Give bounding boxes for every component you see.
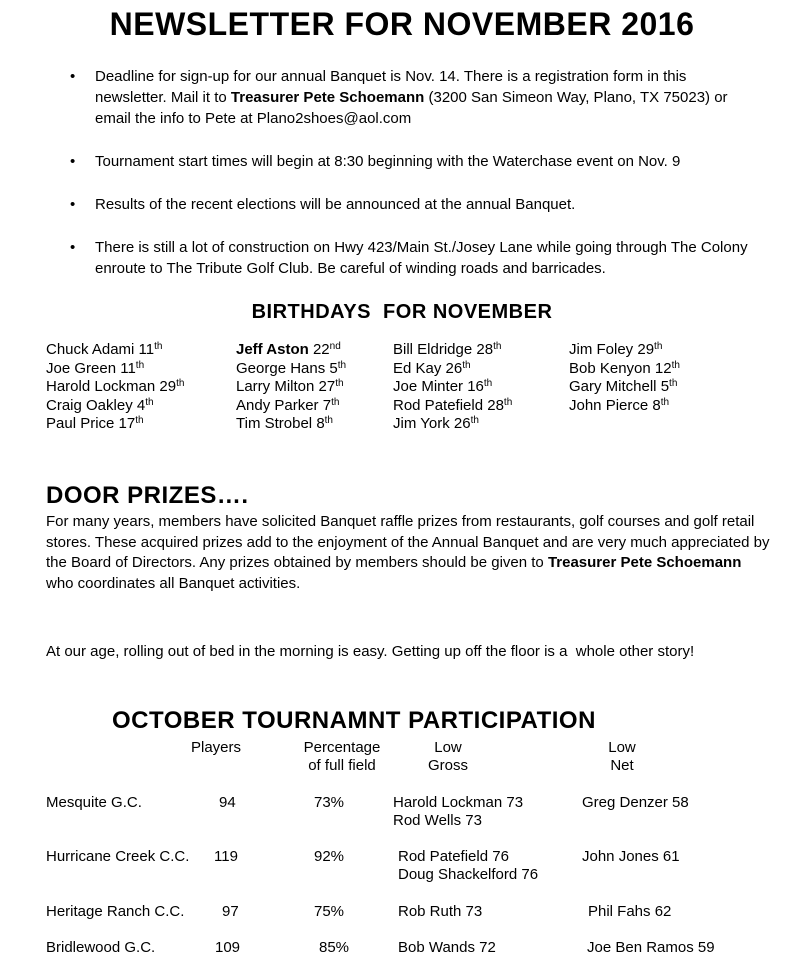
table-cell-course: Hurricane Creek C.C.: [46, 848, 190, 865]
birthday-entry: Paul Price 17th: [46, 415, 144, 432]
humor-line: At our age, rolling out of bed in the morning is easy. Getting up off the floor is a whole other story!: [46, 643, 695, 660]
table-cell-players: 109: [215, 939, 241, 956]
bullet-icon: •: [70, 239, 76, 256]
table-cell-course: Bridlewood G.C.: [46, 939, 156, 956]
birthday-entry: Joe Minter 16th: [393, 378, 493, 395]
table-cell-percentage: 73%: [314, 794, 345, 811]
table-cell-players: 97: [222, 903, 239, 920]
birthday-entry: Craig Oakley 4th: [46, 396, 154, 414]
table-cell-low-gross: Bob Wands 72: [398, 939, 496, 956]
birthday-entry: Jeff Aston 22nd: [236, 341, 341, 358]
birthday-entry: Tim Strobel 8th: [236, 415, 333, 432]
birthday-entry: Jim Foley 29th: [569, 341, 663, 358]
birthday-column-4: [569, 341, 680, 415]
col-header-low-net: Low Net: [608, 739, 636, 774]
bullet-item-election-results: [70, 194, 755, 215]
birthday-entry: Rod Patefield 28th: [393, 396, 513, 414]
bullet-icon: •: [70, 68, 76, 85]
birthday-entry: Bill Eldridge 28th: [393, 341, 502, 358]
october-participation-heading: OCTOBER TOURNAMNT PARTICIPATION: [112, 707, 596, 734]
col-header-percentage: Percentage of full field: [303, 739, 381, 774]
table-cell-low-net: Phil Fahs 62: [588, 903, 672, 920]
birthday-column-3: [393, 341, 512, 434]
bullet-text: (3200 San Simeon Way, Plano, TX 75023) or email the info to Pete at Plano2shoes@aol.com: [95, 89, 728, 127]
bullet-item-start-times: [70, 151, 755, 172]
birthday-column-1: [46, 341, 184, 434]
birthday-entry: John Pierce 8th: [569, 396, 670, 414]
table-cell-percentage: 85%: [319, 939, 350, 956]
birthday-entry: Bob Kenyon 12th: [569, 359, 680, 377]
newsletter-title: NEWSLETTER FOR NOVEMBER 2016: [109, 6, 695, 42]
col-header-low-gross: Low Gross: [427, 739, 468, 774]
birthday-entry: Larry Milton 27th: [236, 378, 344, 395]
table-cell-players: 94: [219, 794, 236, 811]
door-prizes-heading: DOOR PRIZES….: [46, 482, 249, 509]
table-cell-percentage: 92%: [314, 848, 345, 865]
table-cell-low-net: Joe Ben Ramos 59: [587, 939, 715, 956]
table-cell-low-net: Greg Denzer 58: [582, 794, 689, 811]
bullet-item-banquet-deadline: [70, 66, 755, 129]
bullet-icon: •: [70, 196, 76, 213]
col-header-players: Players: [190, 739, 242, 756]
bullet-text: Deadline for sign-up for our annual Banquet is Nov. 14. There is a registration form in this newsletter. Mail it to: [95, 68, 687, 106]
birthday-entry: Joe Green 11th: [46, 359, 145, 377]
table-cell-course: Heritage Ranch C.C.: [46, 903, 185, 920]
bullet-item-construction: [70, 237, 755, 279]
birthday-entry: Jim York 26th: [393, 415, 479, 432]
bullet-icon: •: [70, 153, 76, 170]
birthday-entry: Ed Kay 26th: [393, 359, 471, 377]
table-cell-percentage: 75%: [314, 903, 345, 920]
table-cell-players: 119: [214, 848, 238, 865]
birthdays-heading: BIRTHDAYS FOR NOVEMBER: [251, 301, 553, 323]
treasurer-name: Treasurer Pete Schoemann: [547, 554, 742, 571]
birthday-entry: Harold Lockman 29th: [46, 378, 185, 395]
birthday-column-2: [236, 341, 346, 434]
table-cell-low-gross: Harold Lockman 73 Rod Wells 73: [393, 794, 524, 829]
birthday-entry: George Hans 5th: [236, 359, 347, 377]
bullet-text: Results of the recent elections will be announced at the annual Banquet.: [95, 196, 576, 213]
table-cell-low-gross: Rob Ruth 73: [398, 903, 483, 920]
door-prizes-paragraph: For many years, members have solicited Banquet raffle prizes from restaurants, golf courses and golf retail stores. These acquired prizes add to the enjoyment of the Annual Banquet and are very much appreciated by the Board of Directors. Any prizes obtained by members should be given to Treasurer Pete Schoemann who coordinates all Banquet activities.: [46, 513, 770, 592]
bullet-text: There is still a lot of construction on Hwy 423/Main St./Josey Lane while going through The Colony enroute to The Tribute Golf Club. Be careful of winding roads and barricades.: [95, 239, 748, 277]
table-cell-low-gross: Rod Patefield 76 Doug Shackelford 76: [398, 848, 539, 883]
table-cell-low-net: John Jones 61: [582, 848, 680, 865]
birthday-entry: Chuck Adami 11th: [46, 341, 163, 358]
bullet-text: Tournament start times will begin at 8:30 beginning with the Waterchase event on Nov. 9: [95, 153, 681, 170]
table-cell-course: Mesquite G.C.: [46, 794, 142, 811]
birthday-entry: Andy Parker 7th: [236, 396, 340, 414]
treasurer-name: Treasurer Pete Schoemann: [230, 89, 425, 106]
birthday-entry: Gary Mitchell 5th: [569, 378, 678, 395]
